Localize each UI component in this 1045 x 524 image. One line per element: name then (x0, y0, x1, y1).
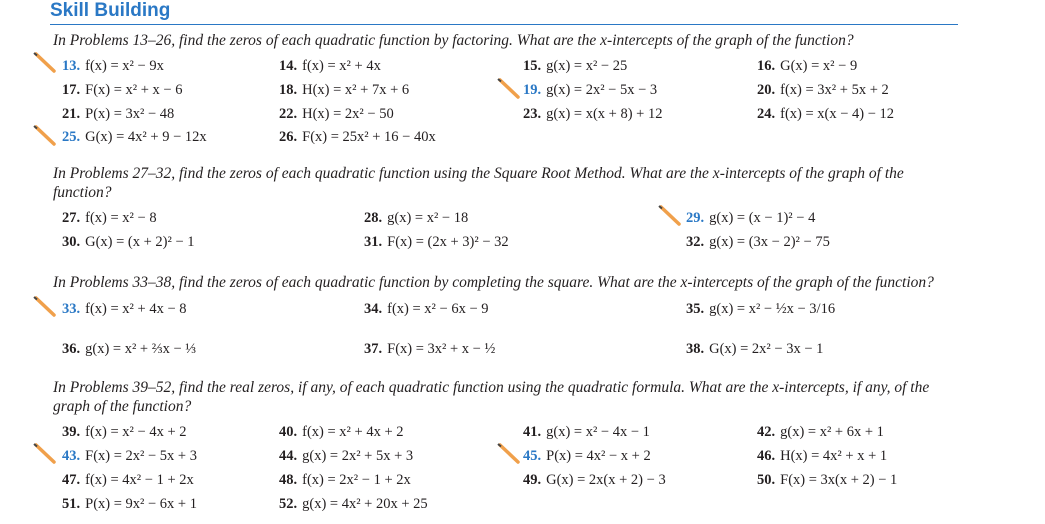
problem-expression: g(x) = x² − 25 (546, 58, 628, 74)
problem-number: 47. (62, 472, 81, 488)
instruction-square-root: In Problems 27–32, find the zeros of each quadratic function using the Square Root Method. What are the x-intercepts of the graph of the function? (53, 165, 904, 201)
problem-expression: g(x) = 2x² + 5x + 3 (302, 448, 414, 464)
problem-expression: f(x) = x(x − 4) − 12 (780, 106, 895, 122)
problem-number: 33. (62, 301, 81, 317)
problem-expression: f(x) = 4x² − 1 + 2x (85, 472, 194, 488)
problem-expression: F(x) = 25x² + 16 − 40x (302, 129, 436, 145)
problem-number: 35. (686, 301, 705, 317)
problem-35 (686, 300, 835, 318)
problem-expression: F(x) = 3x(x + 2) − 1 (780, 472, 898, 488)
problem-50 (757, 471, 897, 489)
problem-28 (364, 209, 468, 227)
problem-30 (62, 233, 195, 251)
problem-48 (279, 471, 411, 489)
problem-22 (279, 105, 394, 123)
problem-expression: G(x) = (x + 2)² − 1 (85, 234, 195, 250)
problem-number: 41. (523, 424, 542, 440)
problem-36 (62, 340, 196, 358)
problem-20 (757, 81, 889, 99)
heading-rule (50, 24, 958, 25)
problem-number: 42. (757, 424, 776, 440)
problem-29 (686, 209, 815, 227)
problem-number: 20. (757, 82, 776, 98)
problem-23 (523, 105, 662, 123)
problem-number: 45. (523, 448, 542, 464)
problem-45 (523, 447, 651, 465)
problem-40 (279, 423, 404, 441)
problem-41 (523, 423, 650, 441)
problem-number: 32. (686, 234, 705, 250)
problem-expression: H(x) = 4x² + x + 1 (780, 448, 888, 464)
problem-18 (279, 81, 409, 99)
problem-39 (62, 423, 187, 441)
problem-number: 29. (686, 210, 705, 226)
problem-number: 49. (523, 472, 542, 488)
problem-32 (686, 233, 830, 251)
problem-expression: f(x) = 3x² + 5x + 2 (780, 82, 889, 98)
problem-number: 39. (62, 424, 81, 440)
problem-expression: f(x) = x² + 4x + 2 (302, 424, 404, 440)
problem-38 (686, 340, 823, 358)
problem-expression: g(x) = x² + 6x + 1 (780, 424, 884, 440)
problem-number: 37. (364, 341, 383, 357)
problem-27 (62, 209, 157, 227)
problem-expression: g(x) = x² − 4x − 1 (546, 424, 650, 440)
problem-expression: G(x) = 2x(x + 2) − 3 (546, 472, 666, 488)
problem-number: 21. (62, 106, 81, 122)
problem-expression: g(x) = (3x − 2)² − 75 (709, 234, 830, 250)
problem-33 (62, 300, 187, 318)
problem-49 (523, 471, 666, 489)
problem-number: 36. (62, 341, 81, 357)
pencil-icon (33, 125, 57, 147)
problem-24 (757, 105, 894, 123)
instruction-factoring: In Problems 13–26, find the zeros of each quadratic function by factoring. What are the x-intercepts of the graph of the function? (53, 32, 854, 49)
problem-number: 14. (279, 58, 298, 74)
problem-number: 27. (62, 210, 81, 226)
problem-number: 43. (62, 448, 81, 464)
problem-21 (62, 105, 174, 123)
problem-expression: g(x) = x² + ⅔x − ⅓ (85, 341, 197, 357)
problem-expression: F(x) = (2x + 3)² − 32 (387, 234, 509, 250)
problem-number: 48. (279, 472, 298, 488)
pencil-icon (497, 443, 521, 465)
pencil-icon (33, 52, 57, 74)
problem-expression: P(x) = 4x² − x + 2 (546, 448, 651, 464)
problem-number: 18. (279, 82, 298, 98)
problem-expression: g(x) = x² − ½x − 3/16 (709, 301, 836, 317)
problem-17 (62, 81, 182, 99)
problem-expression: g(x) = 2x² − 5x − 3 (546, 82, 658, 98)
problem-52 (279, 495, 428, 513)
problem-number: 38. (686, 341, 705, 357)
problem-34 (364, 300, 489, 318)
pencil-icon (658, 205, 682, 227)
problem-number: 25. (62, 129, 81, 145)
problem-number: 13. (62, 58, 81, 74)
problem-expression: H(x) = 2x² − 50 (302, 106, 394, 122)
problem-number: 31. (364, 234, 383, 250)
problem-expression: f(x) = x² + 4x − 8 (85, 301, 187, 317)
pencil-icon (33, 296, 57, 318)
problem-number: 51. (62, 496, 81, 512)
problem-51 (62, 495, 197, 513)
problem-number: 50. (757, 472, 776, 488)
problem-47 (62, 471, 194, 489)
problem-expression: f(x) = 2x² − 1 + 2x (302, 472, 411, 488)
problem-16 (757, 57, 857, 75)
pencil-icon (497, 78, 521, 100)
problem-expression: f(x) = x² + 4x (302, 58, 381, 74)
problem-19 (523, 81, 657, 99)
problem-expression: F(x) = x² + x − 6 (85, 82, 183, 98)
problem-expression: P(x) = 9x² − 6x + 1 (85, 496, 197, 512)
problem-number: 16. (757, 58, 776, 74)
problem-25 (62, 128, 207, 146)
problem-number: 22. (279, 106, 298, 122)
problem-expression: H(x) = x² + 7x + 6 (302, 82, 410, 98)
pencil-icon (33, 443, 57, 465)
problem-expression: P(x) = 3x² − 48 (85, 106, 175, 122)
problem-42 (757, 423, 884, 441)
problem-31 (364, 233, 509, 251)
problem-number: 44. (279, 448, 298, 464)
problem-number: 40. (279, 424, 298, 440)
problem-number: 23. (523, 106, 542, 122)
problem-expression: G(x) = 4x² + 9 − 12x (85, 129, 207, 145)
problem-expression: f(x) = x² − 9x (85, 58, 164, 74)
problem-number: 28. (364, 210, 383, 226)
problem-expression: G(x) = 2x² − 3x − 1 (709, 341, 824, 357)
problem-expression: g(x) = x(x + 8) + 12 (546, 106, 663, 122)
instruction-completing-square: In Problems 33–38, find the zeros of each quadratic function by completing the square. What are the x-intercepts of the graph of the function? (53, 274, 934, 291)
problem-expression: f(x) = x² − 6x − 9 (387, 301, 489, 317)
problem-46 (757, 447, 887, 465)
instruction-quadratic-formula: In Problems 39–52, find the real zeros, if any, of each quadratic function using the quadratic formula. What are the x-intercepts, if any, of the graph of the function? (53, 379, 930, 415)
section-heading: Skill Building (50, 0, 171, 21)
problem-number: 30. (62, 234, 81, 250)
problem-number: 24. (757, 106, 776, 122)
problem-number: 26. (279, 129, 298, 145)
problem-number: 15. (523, 58, 542, 74)
problem-number: 52. (279, 496, 298, 512)
problem-43 (62, 447, 197, 465)
problem-expression: g(x) = (x − 1)² − 4 (709, 210, 816, 226)
problem-13 (62, 57, 164, 75)
problem-14 (279, 57, 381, 75)
problem-26 (279, 128, 436, 146)
problem-37 (364, 340, 495, 358)
problem-number: 46. (757, 448, 776, 464)
problem-15 (523, 57, 627, 75)
problem-expression: F(x) = 3x² + x − ½ (387, 341, 496, 357)
problem-expression: f(x) = x² − 8 (85, 210, 157, 226)
problem-44 (279, 447, 413, 465)
problem-number: 34. (364, 301, 383, 317)
problem-expression: g(x) = x² − 18 (387, 210, 469, 226)
problem-number: 19. (523, 82, 542, 98)
problem-expression: g(x) = 4x² + 20x + 25 (302, 496, 428, 512)
problem-expression: G(x) = x² − 9 (780, 58, 858, 74)
problem-number: 17. (62, 82, 81, 98)
problem-expression: f(x) = x² − 4x + 2 (85, 424, 187, 440)
problem-expression: F(x) = 2x² − 5x + 3 (85, 448, 197, 464)
